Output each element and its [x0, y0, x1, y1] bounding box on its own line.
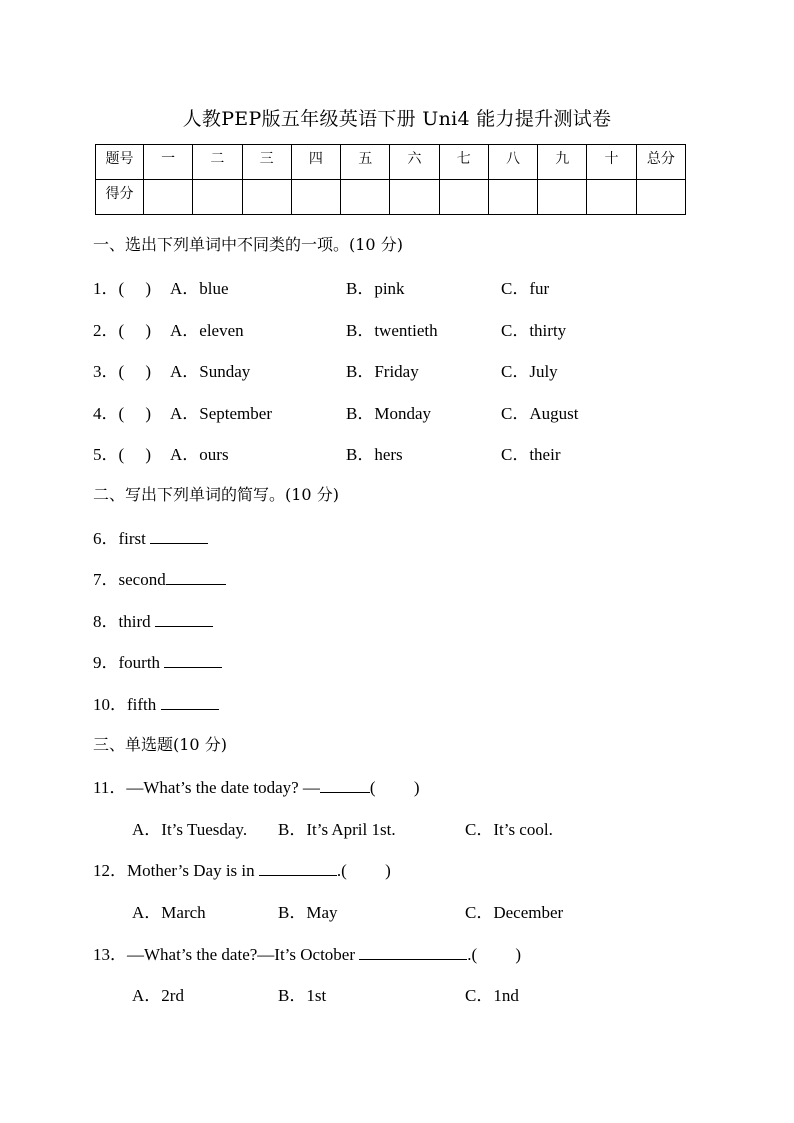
question-text: 12．Mother’s Day is in	[93, 861, 255, 880]
question-number: 4．( )	[93, 404, 152, 423]
question-number: 5．( )	[93, 445, 152, 464]
answer-blank[interactable]	[161, 695, 219, 710]
option-c: C．It’s cool.	[465, 820, 553, 839]
score-cell[interactable]	[291, 180, 340, 215]
table-header-cell: 九	[538, 145, 587, 180]
fill-item	[93, 607, 213, 632]
question-text: 13．—What’s the date?—It’s October	[93, 945, 356, 964]
table-header-cell: 三	[242, 145, 291, 180]
option-a: A．blue	[170, 279, 229, 298]
option-b: B．pink	[346, 279, 405, 298]
table-header-cell: 六	[390, 145, 439, 180]
question-number: 2．( )	[93, 321, 152, 340]
fill-item-word: 9．fourth	[93, 653, 161, 672]
score-cell[interactable]	[144, 180, 193, 215]
question-row	[93, 274, 151, 299]
option-a: A．Sunday	[170, 362, 251, 381]
option-a: A．March	[132, 903, 206, 922]
table-header-cell: 一	[144, 145, 193, 180]
answer-parentheses: .( )	[336, 861, 391, 880]
question-number: 1．( )	[93, 279, 152, 298]
option-c: C．fur	[501, 279, 550, 298]
question-text: 11．—What’s the date today? —	[93, 778, 320, 797]
question-row	[93, 440, 151, 465]
score-table-header-row	[96, 145, 686, 180]
answer-blank[interactable]	[259, 861, 337, 876]
section-3-heading: 三、单选题(10 分)	[93, 735, 227, 754]
table-header-cell: 题号	[96, 145, 144, 180]
option-c: C．December	[465, 903, 564, 922]
option-b: B．It’s April 1st.	[278, 820, 396, 839]
fill-item	[93, 690, 219, 715]
question-stem	[93, 940, 521, 965]
fill-item-word: 7．second	[93, 570, 166, 589]
score-cell[interactable]	[488, 180, 537, 215]
question-number: 3．( )	[93, 362, 152, 381]
answer-blank[interactable]	[164, 653, 222, 668]
score-row-label: 得分	[96, 180, 144, 215]
table-header-cell: 二	[193, 145, 242, 180]
score-cell[interactable]	[538, 180, 587, 215]
option-b: B．May	[278, 903, 338, 922]
option-a: A．2rd	[132, 986, 184, 1005]
fill-item	[93, 565, 226, 590]
question-row	[93, 399, 151, 424]
answer-parentheses: ( )	[369, 778, 420, 797]
score-cell[interactable]	[341, 180, 390, 215]
option-c: C．thirty	[501, 321, 567, 340]
answer-parentheses: .( )	[467, 945, 522, 964]
table-header-cell: 七	[439, 145, 488, 180]
option-c: C．1nd	[465, 986, 519, 1005]
option-c: C．August	[501, 404, 579, 423]
question-row	[93, 357, 151, 382]
score-cell[interactable]	[439, 180, 488, 215]
score-cell[interactable]	[587, 180, 636, 215]
score-table-score-row	[96, 180, 686, 215]
score-table	[95, 144, 686, 215]
table-header-cell: 五	[341, 145, 390, 180]
table-header-cell: 八	[488, 145, 537, 180]
fill-item-word: 10．fifth	[93, 695, 157, 714]
option-b: B．Friday	[346, 362, 419, 381]
score-cell[interactable]	[242, 180, 291, 215]
question-row	[93, 316, 151, 341]
question-stem	[93, 773, 420, 798]
option-a: A．ours	[170, 445, 229, 464]
question-stem	[93, 856, 391, 881]
section-2-heading: 二、写出下列单词的简写。(10 分)	[93, 485, 339, 504]
table-header-cell: 十	[587, 145, 636, 180]
fill-item-word: 6．first	[93, 529, 146, 548]
option-a: A．eleven	[170, 321, 244, 340]
option-a: A．September	[170, 404, 272, 423]
answer-blank[interactable]	[320, 778, 370, 793]
option-b: B．hers	[346, 445, 403, 464]
option-b: B．1st	[278, 986, 327, 1005]
score-cell[interactable]	[636, 180, 685, 215]
option-c: C．July	[501, 362, 558, 381]
score-cell[interactable]	[390, 180, 439, 215]
table-header-cell: 四	[291, 145, 340, 180]
answer-blank[interactable]	[359, 945, 467, 960]
option-b: B．twentieth	[346, 321, 438, 340]
table-header-cell: 总分	[636, 145, 685, 180]
score-cell[interactable]	[193, 180, 242, 215]
fill-item-word: 8．third	[93, 612, 151, 631]
fill-item	[93, 524, 208, 549]
answer-blank[interactable]	[166, 570, 226, 585]
answer-blank[interactable]	[150, 529, 208, 544]
answer-blank[interactable]	[155, 612, 213, 627]
option-b: B．Monday	[346, 404, 431, 423]
option-a: A．It’s Tuesday.	[132, 820, 248, 839]
fill-item	[93, 648, 222, 673]
option-c: C．their	[501, 445, 561, 464]
page-title: 人教PEP版五年级英语下册 Uni4 能力提升测试卷	[182, 108, 612, 130]
section-1-heading: 一、选出下列单词中不同类的一项。(10 分)	[93, 235, 403, 254]
